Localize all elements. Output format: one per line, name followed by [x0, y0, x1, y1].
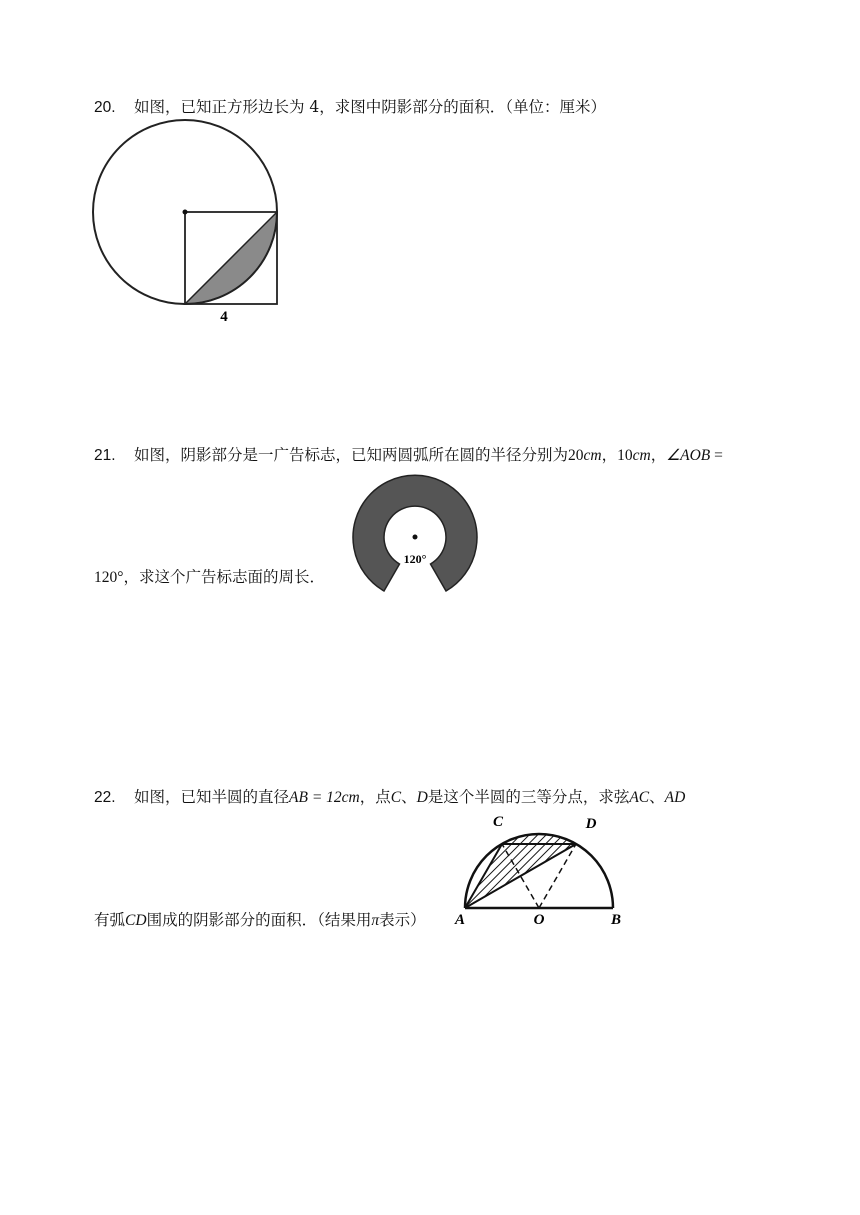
radius-2: 10cm: [617, 447, 651, 464]
text-fragment: 围成的阴影部分的面积．（结果用: [146, 911, 372, 929]
label-a: A: [454, 912, 466, 928]
point-d: D: [416, 789, 428, 806]
problem-number: 20.: [94, 99, 116, 116]
chord-ac: AC: [629, 789, 650, 806]
problem-21-line2: [94, 567, 325, 588]
problem-22-line2: [94, 910, 426, 931]
side-length-label: 4: [220, 309, 228, 325]
center-dot: [413, 535, 418, 540]
shaded-annular-sector: [353, 475, 477, 591]
angle-expression: ∠AOB =: [666, 447, 723, 464]
shaded-segment: [185, 212, 277, 304]
figure-22: [454, 810, 630, 930]
separator: ，: [601, 446, 618, 464]
problem-20-text: [94, 97, 606, 118]
separator: ，: [650, 446, 667, 464]
problem-statement-part2: ，求这个广告标志面的周长．: [123, 568, 325, 586]
center-dot: [183, 210, 188, 215]
problem-statement: 如图，已知正方形边长为 4，求图中阴影部分的面积．（单位：厘米）: [134, 98, 607, 116]
text-fragment: 表示）: [379, 911, 426, 929]
angle-value: 120°: [94, 569, 124, 586]
problem-statement-part1: 如图，阴影部分是一广告标志，已知两圆弧所在圆的半径分别为: [134, 446, 569, 464]
text-fragment: 有弧: [94, 911, 126, 929]
problem-statement-part1: 如图，已知半圆的直径: [134, 788, 290, 806]
pi-symbol: π: [371, 912, 380, 929]
point-c: C: [390, 789, 402, 806]
problem-number: 21.: [94, 447, 116, 464]
figure-21: [349, 474, 489, 584]
label-o: O: [533, 912, 545, 928]
figure-20: [90, 118, 290, 328]
problem-22-line1: [94, 787, 685, 808]
shaded-region: [465, 834, 576, 908]
problem-number: 22.: [94, 789, 116, 806]
diameter-expression: AB = 12cm: [289, 789, 360, 806]
separator: 、: [401, 788, 417, 806]
angle-label: 120°: [403, 552, 427, 566]
label-b: B: [610, 912, 622, 928]
arc-cd: CD: [125, 912, 147, 929]
text-fragment: 是这个半圆的三等分点，求弦: [427, 788, 630, 806]
separator: 、: [649, 788, 665, 806]
problem-21-line1: [94, 445, 723, 466]
text-fragment: ，点: [359, 788, 391, 806]
chord-ad: AD: [664, 789, 686, 806]
radius-1: 20cm: [568, 447, 602, 464]
label-d: D: [585, 816, 597, 832]
label-c: C: [492, 814, 504, 830]
